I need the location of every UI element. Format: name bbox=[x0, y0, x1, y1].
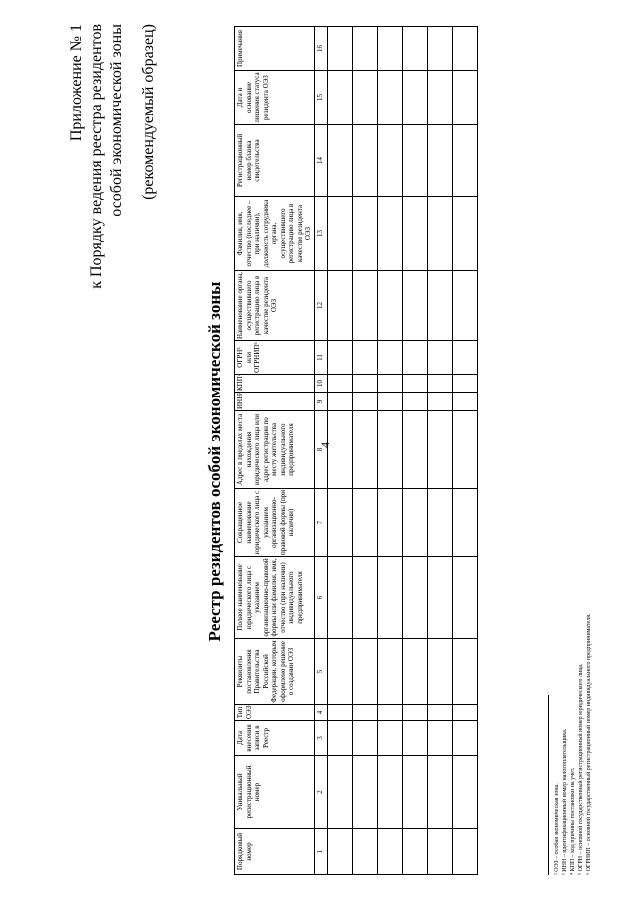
table-row bbox=[352, 27, 377, 875]
column-number: 1 bbox=[314, 829, 327, 875]
column-number: 2 bbox=[314, 756, 327, 829]
footnote: ³ ИНН – идентификационный номер налогоплательщика. bbox=[562, 728, 568, 875]
footnote: ⁶ ОГРНИП – основной государственный регистрационный номер индивидуального предпринимателя. bbox=[586, 613, 592, 875]
table-row bbox=[377, 27, 402, 875]
header-cell: КПП⁴ bbox=[235, 375, 315, 393]
table-row bbox=[427, 27, 452, 875]
header-cell: ИНН³ bbox=[235, 393, 315, 411]
appendix-line-2: особой экономической зоны bbox=[108, 24, 125, 217]
table-row bbox=[452, 27, 477, 875]
column-number: 4 bbox=[314, 705, 327, 721]
column-number: 14 bbox=[314, 125, 327, 197]
column-number: 5 bbox=[314, 639, 327, 705]
column-number: 3 bbox=[314, 721, 327, 756]
page-number: 4 bbox=[318, 442, 332, 448]
table-header-row bbox=[235, 27, 315, 875]
column-number: 10 bbox=[314, 375, 327, 393]
registry-table bbox=[234, 26, 478, 875]
column-number: 7 bbox=[314, 489, 327, 557]
footnote: ² ОЭЗ – особая экономическая зона. bbox=[554, 783, 560, 875]
header-cell: Фамилия, имя, отчество (последнее – при наличии), должность сотрудника органа, осуществившего регистрацию лица в качестве резидента ОЭЗ bbox=[235, 197, 315, 271]
footnotes bbox=[548, 175, 593, 875]
header-cell: Уникальный регистрационный номер bbox=[235, 756, 315, 829]
header-cell: Сокращенное наименование юридического лица с указанием организационно-правовой формы (при наличии) bbox=[235, 489, 315, 557]
table-row bbox=[327, 27, 352, 875]
header-cell: Реквизиты постановления Правительства Российской Федерации, которым оформлено решение о создании ОЭЗ bbox=[235, 639, 315, 705]
header-cell: Полное наименование юридического лица с указанием организационно-правовой формы или фамилия, имя, отчество (при наличии) индивидуального предпринимателя bbox=[235, 557, 315, 639]
header-cell: Тип ОЭЗ² bbox=[235, 705, 315, 721]
header-cell: ОГРН⁵ или ОГРНИП⁶ bbox=[235, 341, 315, 375]
header-cell: Наименование органа, осуществившего регистрацию лица в качестве резидента ОЭЗ bbox=[235, 271, 315, 341]
column-number: 13 bbox=[314, 197, 327, 271]
column-number: 9 bbox=[314, 393, 327, 411]
table-row bbox=[402, 27, 427, 875]
document-title: Реестр резидентов особой экономической зоны bbox=[205, 281, 224, 642]
header-cell: Порядковый номер bbox=[235, 829, 315, 875]
column-number: 12 bbox=[314, 271, 327, 341]
header-cell: Адрес в пределах места нахождения юридического лица или адрес регистрации по месту жительства индивидуального предпринимателя bbox=[235, 411, 315, 489]
footnote: ⁵ ОГРН – основной государственный регистрационный номер юридического лица. bbox=[578, 663, 584, 875]
appendix-line-1: к Порядку ведения реестра резидентов bbox=[88, 24, 105, 289]
appendix-sample-note: (рекомендуемый образец) bbox=[140, 24, 157, 200]
header-cell: Дата внесения записи в Реестр bbox=[235, 721, 315, 756]
footnote: ⁴ КПП – код причины постановки на учет. bbox=[570, 767, 576, 875]
table-number-row bbox=[314, 27, 327, 875]
footnote-divider bbox=[548, 695, 549, 875]
column-number: 8 bbox=[314, 411, 327, 489]
header-cell: Регистрационный номер бланка свидетельства bbox=[235, 125, 315, 197]
column-number: 6 bbox=[314, 557, 327, 639]
column-number: 11 bbox=[314, 341, 327, 375]
column-number: 16 bbox=[314, 27, 327, 71]
header-cell: Примечания bbox=[235, 27, 315, 71]
column-number: 15 bbox=[314, 71, 327, 125]
appendix-title: Приложение № 1 bbox=[68, 24, 85, 142]
header-cell: Дата и основание лишения статуса резидента ОЭЗ bbox=[235, 71, 315, 125]
